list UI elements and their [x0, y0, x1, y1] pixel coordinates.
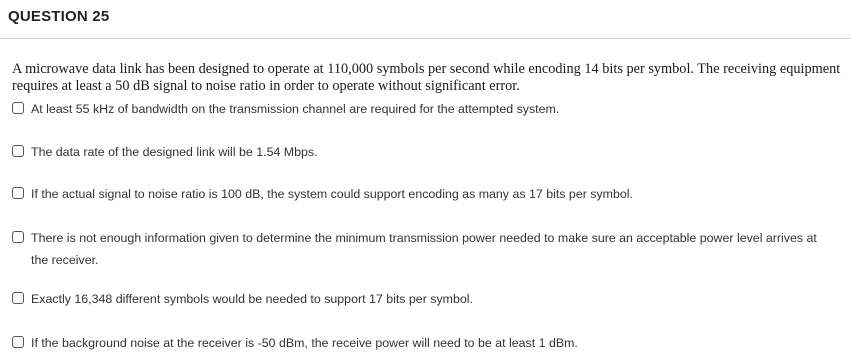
checkbox-icon[interactable] — [12, 292, 24, 304]
answer-option-3[interactable] — [12, 183, 831, 205]
question-prompt: A microwave data link has been designed to operate at 110,000 symbols per second while encoding 14 bits per symbol. The receiving equipment requires at least a 50 dB signal to noise ratio in order to operate without significant error. — [12, 61, 841, 94]
question-title: QUESTION 25 — [8, 8, 110, 25]
answer-option-2[interactable] — [12, 141, 831, 163]
answer-option-6[interactable] — [12, 332, 831, 354]
checkbox-icon[interactable] — [12, 187, 24, 199]
checkbox-icon[interactable] — [12, 231, 24, 243]
answer-option-label: If the background noise at the receiver is -50 dBm, the receive power will need to be at least 1 dBm. — [31, 336, 578, 350]
checkbox-icon[interactable] — [12, 336, 24, 348]
answer-option-label: There is not enough information given to determine the minimum transmission power needed to make sure an acceptable power level arrives at the receiver. — [31, 231, 817, 267]
answer-option-1[interactable] — [12, 98, 831, 120]
answer-option-label: At least 55 kHz of bandwidth on the transmission channel are required for the attempted system. — [31, 102, 560, 116]
checkbox-icon[interactable] — [12, 102, 24, 114]
answer-option-4[interactable] — [12, 227, 831, 271]
answer-option-label: Exactly 16,348 different symbols would be needed to support 17 bits per symbol. — [31, 292, 473, 306]
title-divider — [0, 38, 851, 39]
checkbox-icon[interactable] — [12, 145, 24, 157]
answer-option-5[interactable] — [12, 288, 831, 310]
answer-option-label: The data rate of the designed link will be 1.54 Mbps. — [31, 145, 318, 159]
answer-option-label: If the actual signal to noise ratio is 100 dB, the system could support encoding as many as 17 bits per symbol. — [31, 187, 633, 201]
